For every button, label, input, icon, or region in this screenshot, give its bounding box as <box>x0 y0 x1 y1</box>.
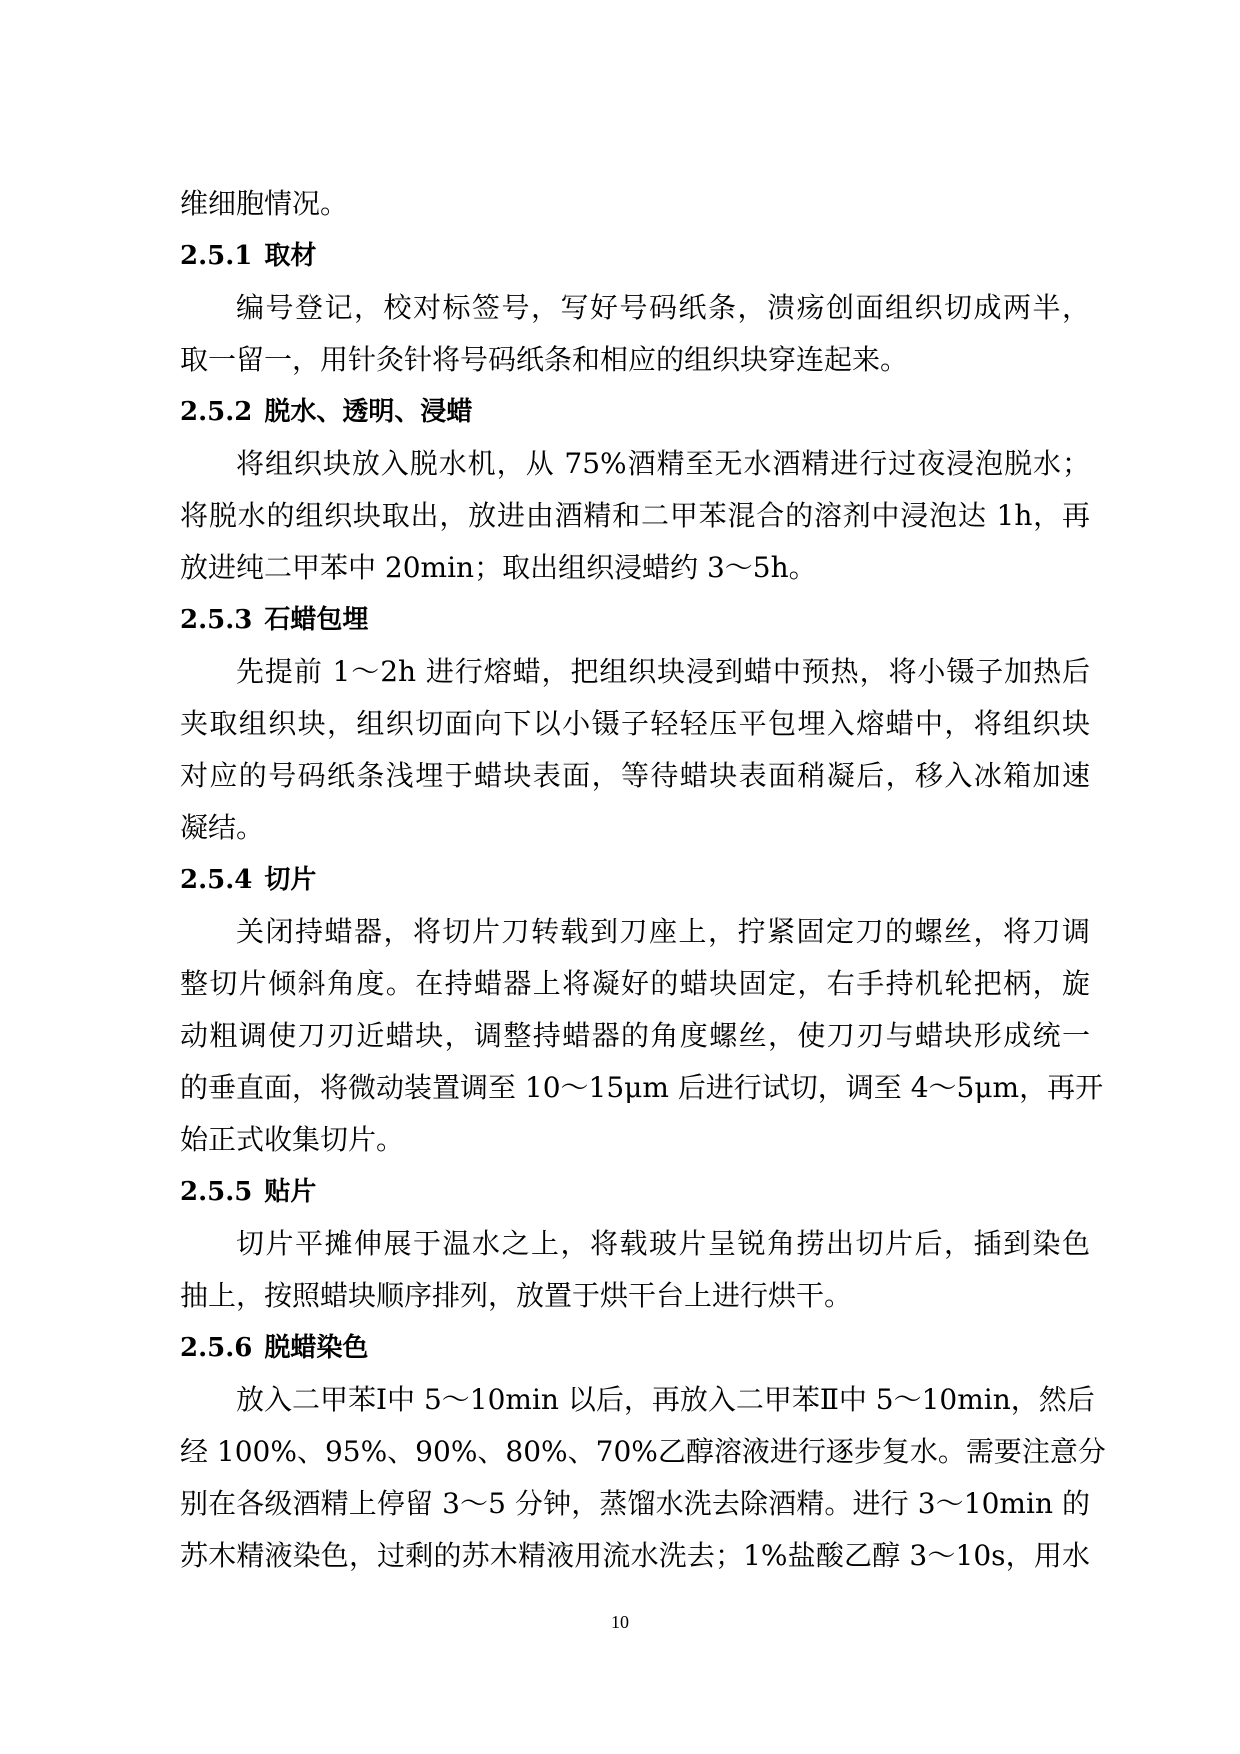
paragraph-line: 苏木精液染色，过剩的苏木精液用流水洗去；1%盐酸乙醇 3～10s，用水 <box>180 1539 1090 1572</box>
section-number: 2.5.3 <box>180 605 253 635</box>
paragraph-line: 关闭持蜡器，将切片刀转载到刀座上，拧紧固定刀的螺丝，将刀调 <box>236 915 1090 948</box>
paragraph-line: 编号登记，校对标签号，写好号码纸条，溃疡创面组织切成两半， <box>236 291 1090 324</box>
section-title: 贴片 <box>264 1177 317 1207</box>
paragraph-line: 切片平摊伸展于温水之上，将载玻片呈锐角捞出切片后，插到染色 <box>236 1227 1090 1260</box>
section-title: 取材 <box>264 241 317 271</box>
paragraph-line: 放入二甲苯Ⅰ中 5～10min 以后，再放入二甲苯Ⅱ中 5～10min，然后 <box>236 1383 1095 1416</box>
section-heading-2-5-2 <box>180 386 1090 438</box>
paragraph-line: 放进纯二甲苯中 20min；取出组织浸蜡约 3～5h。 <box>180 551 817 584</box>
paragraph-line: 抽上，按照蜡块顺序排列，放置于烘干台上进行烘干。 <box>180 1279 853 1312</box>
paragraph-line: 夹取组织块，组织切面向下以小镊子轻轻压平包埋入熔蜡中，将组织块 <box>180 707 1090 740</box>
paragraph-line: 整切片倾斜角度。在持蜡器上将凝好的蜡块固定，右手持机轮把柄，旋 <box>180 967 1090 1000</box>
section-number: 2.5.2 <box>180 397 253 427</box>
section-heading-2-5-1 <box>180 230 1090 282</box>
paragraph-line: 将脱水的组织块取出，放进由酒精和二甲苯混合的溶剂中浸泡达 1h，再 <box>180 499 1090 532</box>
section-number: 2.5.6 <box>180 1333 253 1363</box>
paragraph-line: 始正式收集切片。 <box>180 1123 405 1156</box>
section-heading-2-5-3 <box>180 594 1090 646</box>
paragraph-line: 将组织块放入脱水机，从 75%酒精至无水酒精进行过夜浸泡脱水； <box>236 447 1090 480</box>
paragraph-line: 的垂直面，将微动装置调至 10～15μm 后进行试切，调至 4～5μm，再开 <box>180 1071 1104 1104</box>
section-title: 脱蜡染色 <box>264 1333 369 1363</box>
paragraph-line: 取一留一，用针灸针将号码纸条和相应的组织块穿连起来。 <box>180 343 909 376</box>
paragraph-line: 先提前 1～2h 进行熔蜡，把组织块浸到蜡中预热，将小镊子加热后 <box>236 655 1090 688</box>
section-number: 2.5.1 <box>180 241 253 271</box>
section-title: 脱水、透明、浸蜡 <box>264 397 473 427</box>
section-number: 2.5.4 <box>180 865 253 895</box>
paragraph-line: 凝结。 <box>180 811 265 844</box>
section-heading-2-5-4 <box>180 854 1090 906</box>
paragraph-line: 对应的号码纸条浅埋于蜡块表面，等待蜡块表面稍凝后，移入冰箱加速 <box>180 759 1090 792</box>
page-number: 10 <box>611 1612 629 1632</box>
section-heading-2-5-5 <box>180 1166 1090 1218</box>
intro-line: 维细胞情况。 <box>180 187 349 220</box>
section-heading-2-5-6 <box>180 1322 1090 1374</box>
paragraph-line: 别在各级酒精上停留 3～5 分钟，蒸馏水洗去除酒精。进行 3～10min 的 <box>180 1487 1090 1520</box>
section-number: 2.5.5 <box>180 1177 253 1207</box>
paragraph-line: 经 100%、95%、90%、80%、70%乙醇溶液进行逐步复水。需要注意分 <box>180 1435 1106 1468</box>
section-title: 石蜡包埋 <box>264 605 369 635</box>
section-title: 切片 <box>264 865 317 895</box>
document-page <box>180 178 1106 1582</box>
paragraph-line: 动粗调使刀刃近蜡块，调整持蜡器的角度螺丝，使刀刃与蜡块形成统一 <box>180 1019 1090 1052</box>
